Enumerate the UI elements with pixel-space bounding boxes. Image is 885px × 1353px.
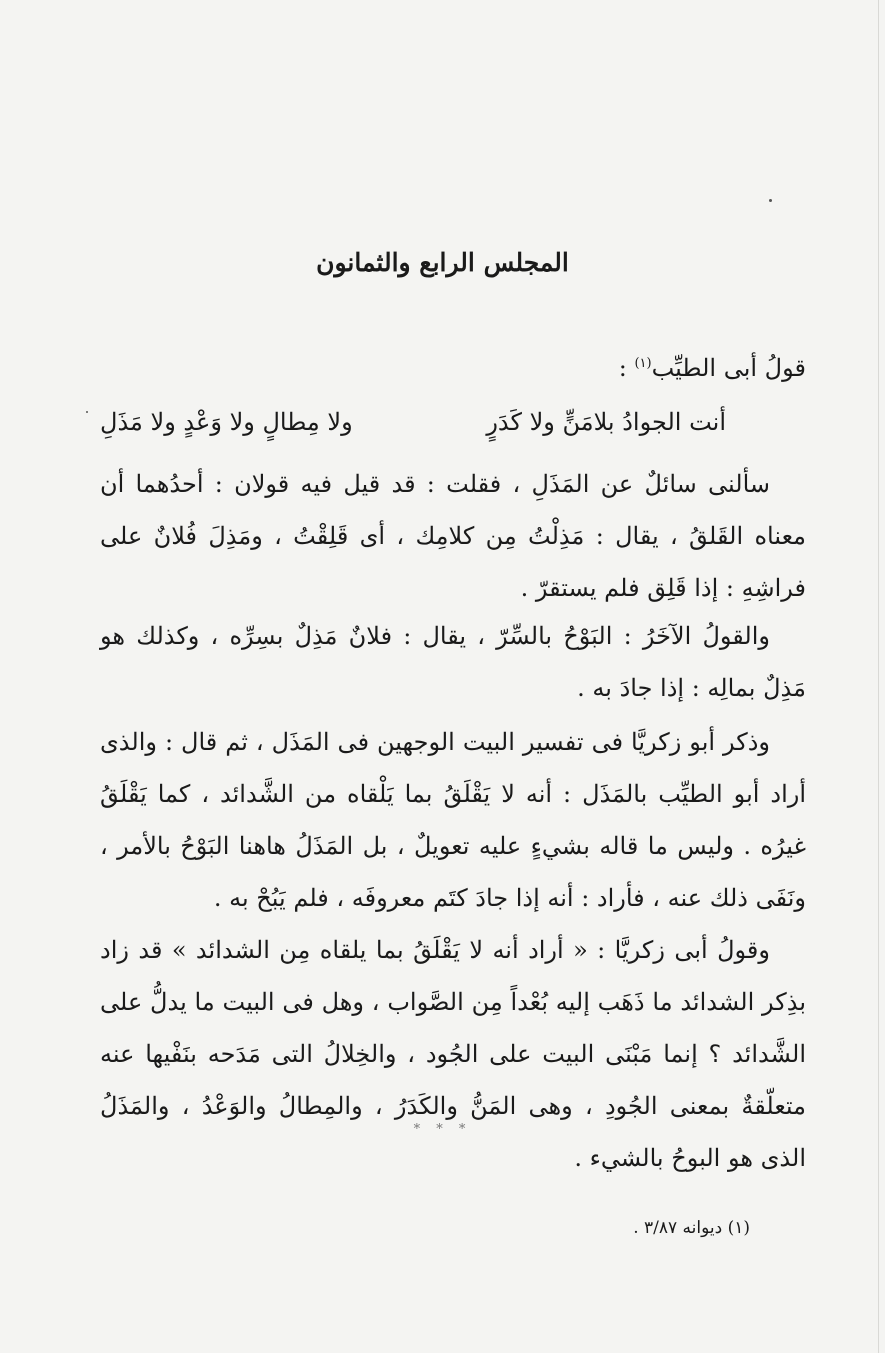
paragraph: سألنى سائلٌ عن المَذَلِ ، فقلت : قد قيل فيه قولان : أحدُهما أن معناه القَلقُ ، يقال : مَذِلْتُ مِن كلامِك ، أى قَلِقْتُ ، ومَذِلَ فُلانٌ على فراشِهِ : إذا قَلِق فلم يستقرّ . <box>100 470 806 602</box>
footnote-marker: (١) <box>634 356 652 371</box>
ink-speck <box>86 411 88 413</box>
paragraph: والقولُ الآخَرُ : البَوْحُ بالسِّرّ ، يقال : فلانٌ مَذِلٌ بسِرِّه ، وكذلك هو مَذِلٌ بمالِه : إذا جادَ به . <box>100 622 806 702</box>
verse-hemistich-first: أنت الجوادُ بلامَنٍّ ولا كَدَرٍ <box>486 408 726 436</box>
section-separator: * * * <box>413 1122 472 1137</box>
intro-line <box>100 338 806 394</box>
intro-colon: : <box>618 354 635 382</box>
footnote: (١) ديوانه ٣/٨٧ . <box>633 1218 750 1238</box>
ink-speck <box>769 199 772 202</box>
intro-text: قولُ أبى الطيِّب <box>651 354 806 382</box>
page-edge-line <box>878 0 879 1353</box>
verse-hemistich-second: ولا مِطالٍ ولا وَعْدٍ ولا مَذَلِ <box>100 408 353 436</box>
paragraph: وذكر أبو زكريَّا فى تفسير البيت الوجهين فى المَذَل ، ثم قال : والذى أراد أبو الطيِّب بالمَذَل : أنه لا يَقْلَقُ بما يَلْقاه من الشَّدائد ، كما يَقْلَقُ غيرُه . وليس ما قاله بشيءٍ عليه تعويلٌ ، بل المَذَلُ هاهنا البَوْحُ بالأمر ، ونَفَى ذلك عنه ، فأراد : أنه إذا جادَ كتَم معروفَه ، فلم يَبُحْ به . <box>100 728 806 912</box>
page-title: المجلس الرابع والثمانون <box>316 248 569 277</box>
paragraph: وقولُ أبى زكريَّا : « أراد أنه لا يَقْلَقُ بما يلقاه مِن الشدائد » قد زاد بذِكر الشدائد ما ذَهَب إليه بُعْداً مِن الصَّواب ، وهل فى البيت ما يدلُّ على الشَّدائد ؟ إنما مَبْنَى البيت على الجُود ، والخِلالُ التى مَدَحه بنَفْيها عنه متعلّقةٌ بمعنى الجُودِ ، وهى المَنُّ والكَدَرُ ، والمِطالُ والوَعْدُ ، والمَذَلُ الذى هو البوحُ بالشيء . <box>100 936 807 1172</box>
